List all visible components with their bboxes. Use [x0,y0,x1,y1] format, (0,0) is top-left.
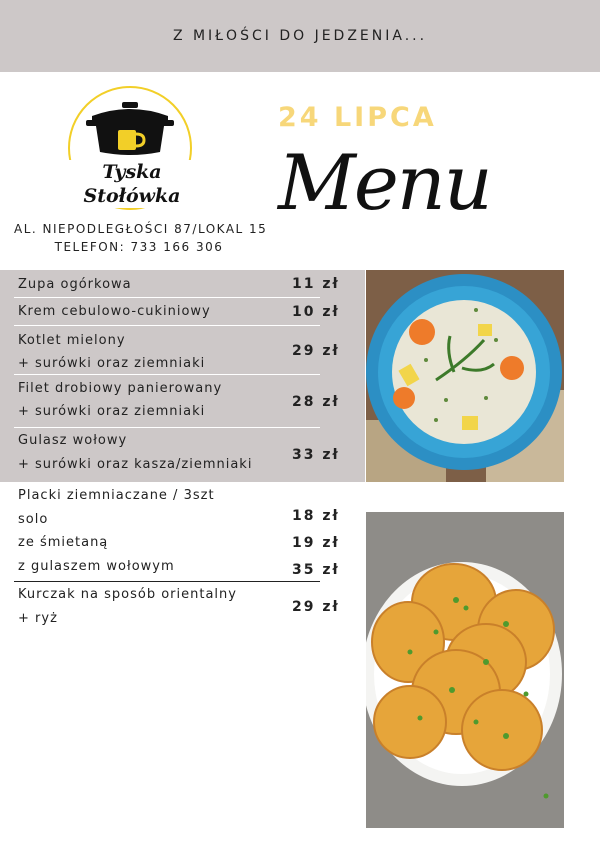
tagline: Z MIŁOŚCI DO JEDZENIA... [172,28,428,44]
menu-item-name: Zupa ogórkowa [18,277,132,292]
menu-item-name: Kurczak na sposób orientalny [18,587,237,602]
option-price: 19 zł [292,535,340,551]
address-line: AL. NIEPODLEGŁOŚCI 87/LOKAL 15 [14,222,268,236]
menu-item-price: 28 zł [292,394,340,410]
menu-item-price: 33 zł [292,447,340,463]
option-label: ze śmietaną [18,535,109,550]
menu-item-extra: + ryż [18,611,58,626]
soup-bowl-image [366,270,564,482]
menu-title: Menu [278,138,491,227]
option-label: z gulaszem wołowym [18,559,175,574]
divider [14,427,320,428]
logo [68,86,192,210]
option-price: 35 zł [292,562,340,578]
menu-date: 24 LIPCA [278,102,437,133]
pancakes-photo [366,512,564,828]
menu-item-extra: + surówki oraz ziemniaki [18,356,206,371]
menu-item-name: Kotlet mielony [18,333,126,348]
cooking-pot-with-cup-icon [86,100,174,160]
menu-item-extra: + surówki oraz ziemniaki [18,404,206,419]
divider [14,297,320,298]
menu-item-price: 11 zł [292,276,340,292]
menu-item-name: Filet drobiowy panierowany [18,381,223,396]
address [14,220,268,256]
soup-photo [366,270,564,482]
menu-item-price: 10 zł [292,304,340,320]
divider [14,581,320,582]
header-band [0,0,600,72]
option-label: solo [18,512,49,527]
menu-item-price: 29 zł [292,599,340,615]
menu-item-name: Krem cebulowo-cukiniowy [18,304,211,319]
potato-pancakes-image [366,512,564,828]
menu-item-name: Placki ziemniaczane / 3szt [18,488,215,503]
divider [14,374,320,375]
option-price: 18 zł [292,508,340,524]
divider [14,325,320,326]
menu-item-name: Gulasz wołowy [18,433,128,448]
menu-item-price: 29 zł [292,343,340,359]
menu-item-extra: + surówki oraz kasza/ziemniaki [18,457,253,472]
phone-line: TELEFON: 733 166 306 [54,240,224,254]
logo-name: Tyska Stołówka [56,160,208,208]
